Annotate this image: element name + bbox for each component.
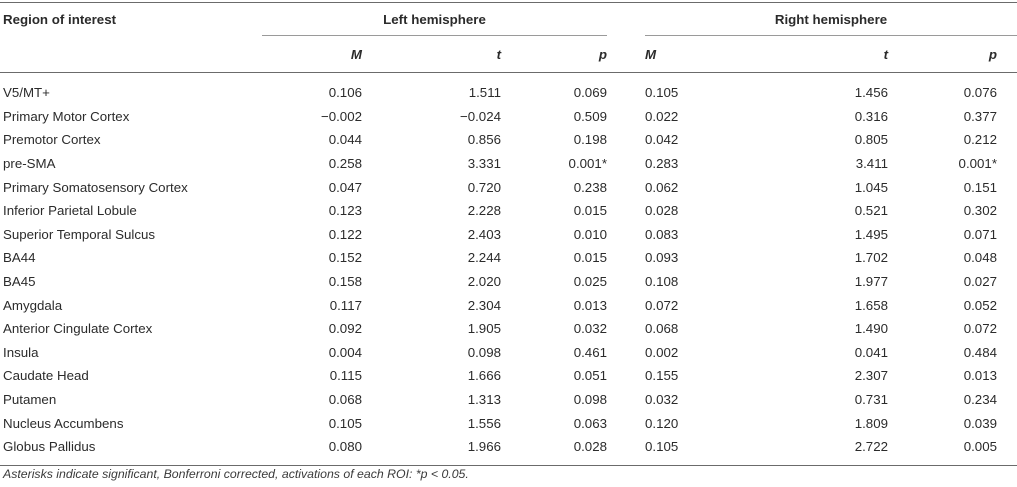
left-t-cell: 2.304 <box>467 297 501 313</box>
left-m-cell: 0.105 <box>328 415 362 431</box>
right-t-cell: 3.411 <box>855 156 888 172</box>
left-m-cell: 0.258 <box>328 156 362 172</box>
left-m-cell: 0.044 <box>328 132 362 148</box>
right-p-cell: 0.151 <box>963 179 997 195</box>
header-right-hemisphere: Right hemisphere <box>645 3 1017 36</box>
left-p-cell: 0.238 <box>573 179 607 195</box>
right-p-cell: 0.072 <box>963 321 997 337</box>
table-row <box>0 73 1017 105</box>
right-t-cell: 1.490 <box>854 321 888 337</box>
roi-cell: Superior Temporal Sulcus <box>3 226 156 242</box>
right-p-cell: 0.076 <box>963 85 997 101</box>
header-left-t: t <box>496 46 501 62</box>
right-p-cell: 0.302 <box>963 203 997 219</box>
right-t-cell: 1.456 <box>854 85 888 101</box>
table-row <box>0 223 1017 247</box>
table-row <box>0 293 1017 317</box>
roi-table <box>0 2 1017 466</box>
left-p-cell: 0.001* <box>568 156 607 172</box>
table-body <box>0 73 1017 466</box>
right-p-cell: 0.005 <box>963 439 997 455</box>
right-m-cell: 0.283 <box>645 156 679 172</box>
left-p-cell: 0.461 <box>573 344 607 360</box>
right-m-cell: 0.083 <box>645 226 679 242</box>
right-m-cell: 0.022 <box>645 108 679 124</box>
left-p-cell: 0.028 <box>573 439 607 455</box>
left-p-cell: 0.015 <box>573 203 607 219</box>
table-row <box>0 435 1017 465</box>
left-p-cell: 0.069 <box>573 85 607 101</box>
left-m-cell: 0.115 <box>329 368 362 384</box>
right-t-cell: 1.658 <box>854 297 888 313</box>
roi-cell: pre-SMA <box>3 156 56 172</box>
left-t-cell: 1.905 <box>467 321 501 337</box>
roi-cell: Primary Motor Cortex <box>3 108 130 124</box>
left-t-cell: 0.856 <box>467 132 501 148</box>
left-m-cell: 0.092 <box>328 321 362 337</box>
header-left-m: M <box>350 46 362 62</box>
left-t-cell: 1.556 <box>467 415 501 431</box>
right-p-cell: 0.234 <box>963 392 997 408</box>
left-t-cell: 3.331 <box>467 156 501 172</box>
right-m-cell: 0.105 <box>645 439 679 455</box>
right-p-cell: 0.212 <box>963 132 997 148</box>
left-m-cell: 0.047 <box>328 179 362 195</box>
left-m-cell: 0.152 <box>328 250 362 266</box>
left-m-cell: 0.117 <box>329 297 362 313</box>
table-row <box>0 341 1017 365</box>
roi-cell: Insula <box>3 344 39 360</box>
left-p-cell: 0.010 <box>573 226 607 242</box>
roi-cell: Premotor Cortex <box>3 132 101 148</box>
right-t-cell: 0.041 <box>854 344 888 360</box>
right-t-cell: 1.809 <box>854 415 888 431</box>
header-left-p: p <box>598 46 607 62</box>
right-m-cell: 0.032 <box>645 392 679 408</box>
table-row <box>0 246 1017 270</box>
left-t-cell: 1.313 <box>467 392 501 408</box>
left-p-cell: 0.015 <box>573 250 607 266</box>
right-m-cell: 0.028 <box>645 203 679 219</box>
roi-cell: BA44 <box>3 250 36 266</box>
table-row <box>0 411 1017 435</box>
header-left-hemisphere: Left hemisphere <box>262 3 607 36</box>
right-m-cell: 0.068 <box>645 321 679 337</box>
right-t-cell: 0.805 <box>854 132 888 148</box>
table-row <box>0 128 1017 152</box>
header-roi: Region of interest <box>3 11 117 27</box>
right-m-cell: 0.105 <box>645 85 679 101</box>
right-t-cell: 0.731 <box>854 392 888 408</box>
roi-cell: Primary Somatosensory Cortex <box>3 179 188 195</box>
right-p-cell: 0.013 <box>963 368 997 384</box>
right-t-cell: 0.316 <box>854 108 888 124</box>
left-t-cell: 0.720 <box>467 179 501 195</box>
left-p-cell: 0.198 <box>573 132 607 148</box>
left-p-cell: 0.509 <box>573 108 607 124</box>
left-m-cell: 0.080 <box>328 439 362 455</box>
right-t-cell: 1.702 <box>854 250 888 266</box>
right-p-cell: 0.048 <box>963 250 997 266</box>
right-m-cell: 0.072 <box>645 297 679 313</box>
roi-cell: Inferior Parietal Lobule <box>3 203 137 219</box>
right-m-cell: 0.155 <box>645 368 679 384</box>
left-m-cell: 0.122 <box>328 226 362 242</box>
roi-cell: Caudate Head <box>3 368 89 384</box>
roi-cell: Nucleus Accumbens <box>3 415 124 431</box>
right-p-cell: 0.071 <box>963 226 997 242</box>
table-row <box>0 317 1017 341</box>
table-row <box>0 270 1017 294</box>
left-p-cell: 0.098 <box>573 392 607 408</box>
right-t-cell: 2.307 <box>854 368 888 384</box>
right-t-cell: 1.977 <box>854 274 888 290</box>
left-t-cell: 1.666 <box>467 368 501 384</box>
left-m-cell: 0.106 <box>328 85 362 101</box>
header-row-groups <box>0 3 1017 36</box>
left-t-cell: 2.403 <box>467 226 501 242</box>
right-m-cell: 0.108 <box>645 274 679 290</box>
table-row <box>0 152 1017 176</box>
left-t-cell: 1.966 <box>467 439 501 455</box>
header-right-t: t <box>883 46 888 62</box>
left-m-cell: 0.004 <box>328 344 362 360</box>
left-t-cell: 2.020 <box>467 274 501 290</box>
left-p-cell: 0.063 <box>573 415 607 431</box>
roi-cell: Anterior Cingulate Cortex <box>3 321 153 337</box>
header-right-p: p <box>988 46 997 62</box>
roi-cell: V5/MT+ <box>3 85 50 101</box>
right-t-cell: 1.495 <box>854 226 888 242</box>
left-p-cell: 0.032 <box>573 321 607 337</box>
right-t-cell: 1.045 <box>854 179 888 195</box>
right-m-cell: 0.062 <box>645 179 679 195</box>
right-p-cell: 0.377 <box>963 108 997 124</box>
left-p-cell: 0.051 <box>573 368 607 384</box>
left-m-cell: 0.123 <box>328 203 362 219</box>
right-p-cell: 0.027 <box>963 274 997 290</box>
right-p-cell: 0.001* <box>958 156 997 172</box>
table-row <box>0 105 1017 129</box>
table-row <box>0 199 1017 223</box>
left-m-cell: 0.158 <box>328 274 362 290</box>
right-m-cell: 0.093 <box>645 250 679 266</box>
table-row <box>0 364 1017 388</box>
right-t-cell: 2.722 <box>854 439 888 455</box>
roi-cell: Globus Pallidus <box>3 439 96 455</box>
table-row <box>0 175 1017 199</box>
left-t-cell: 2.228 <box>467 203 501 219</box>
left-t-cell: 1.511 <box>468 85 501 101</box>
header-right-m: M <box>645 46 657 62</box>
left-t-cell: 2.244 <box>467 250 501 266</box>
right-m-cell: 0.120 <box>645 415 679 431</box>
roi-cell: Putamen <box>3 392 57 408</box>
right-p-cell: 0.484 <box>963 344 997 360</box>
right-m-cell: 0.042 <box>645 132 679 148</box>
right-m-cell: 0.002 <box>645 344 679 360</box>
left-t-cell: −0.024 <box>459 108 501 124</box>
table-footnote: Asterisks indicate significant, Bonferroni corrected, activations of each ROI: *p < 0.05. <box>3 467 469 481</box>
right-t-cell: 0.521 <box>854 203 888 219</box>
table-row <box>0 388 1017 412</box>
left-m-cell: −0.002 <box>320 108 362 124</box>
left-m-cell: 0.068 <box>328 392 362 408</box>
left-p-cell: 0.025 <box>573 274 607 290</box>
right-p-cell: 0.039 <box>963 415 997 431</box>
header-row-stats <box>0 36 1017 73</box>
left-p-cell: 0.013 <box>573 297 607 313</box>
right-p-cell: 0.052 <box>963 297 997 313</box>
roi-cell: BA45 <box>3 274 36 290</box>
roi-cell: Amygdala <box>3 297 63 313</box>
left-t-cell: 0.098 <box>467 344 501 360</box>
